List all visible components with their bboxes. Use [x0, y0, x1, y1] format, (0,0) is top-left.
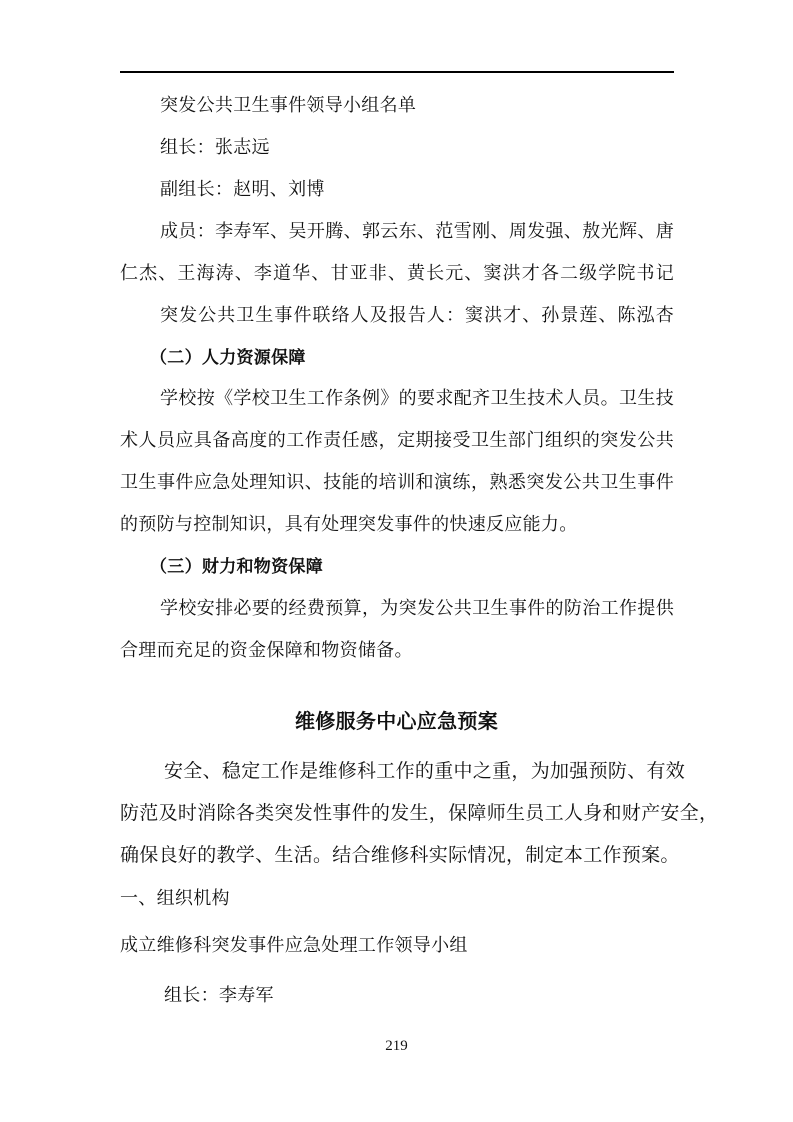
- paragraph-line: 卫生事件应急处理知识、技能的培训和演练，熟悉突发公共卫生事件: [120, 472, 674, 493]
- paragraph-line: 学校按《学校卫生工作条例》的要求配齐卫生技术人员。卫生技: [160, 388, 674, 409]
- paragraph-line: 防范及时消除各类突发性事件的发生，保障师生员工人身和财产安全，: [120, 802, 719, 824]
- maintenance-leader-line: 组长：李寿军: [164, 985, 274, 1006]
- contacts-line: 突发公共卫生事件联络人及报告人：窦洪才、孙景莲、陈泓杏: [160, 305, 674, 326]
- paragraph-line: 术人员应具备高度的工作责任感，定期接受卫生部门组织的突发公共: [120, 430, 674, 451]
- section-heading-organization: 一、组织机构: [120, 888, 230, 909]
- header-rule: [120, 71, 674, 73]
- page-number: 219: [385, 1038, 408, 1054]
- document-main-title: 维修服务中心应急预案: [295, 709, 498, 733]
- paragraph-line: 确保良好的教学、生活。结合维修科实际情况，制定本工作预案。: [120, 844, 680, 866]
- leader-line: 组长：张志远: [160, 137, 270, 158]
- members-line-2: 仁杰、王海涛、李道华、甘亚非、黄长元、窦洪才各二级学院书记: [120, 263, 674, 284]
- subheading-leadership-group: 成立维修科突发事件应急处理工作领导小组: [120, 935, 468, 956]
- paragraph-line: 学校安排必要的经费预算，为突发公共卫生事件的防治工作提供: [160, 598, 674, 619]
- paragraph-line: 合理而充足的资金保障和物资储备。: [120, 640, 413, 661]
- members-line-1: 成员：李寿军、吴开腾、郭云东、范雪刚、周发强、敖光辉、唐: [160, 221, 674, 242]
- section-heading-human-resources: （二）人力资源保障: [150, 348, 306, 368]
- paragraph-line: 的预防与控制知识，具有处理突发事件的快速反应能力。: [120, 514, 578, 535]
- section-heading-finance: （三）财力和物资保障: [150, 557, 323, 577]
- leadership-list-title: 突发公共卫生事件领导小组名单: [160, 95, 417, 116]
- paragraph-line: 安全、稳定工作是维修科工作的重中之重，为加强预防、有效: [164, 760, 686, 782]
- deputy-leader-line: 副组长：赵明、刘博: [160, 179, 325, 200]
